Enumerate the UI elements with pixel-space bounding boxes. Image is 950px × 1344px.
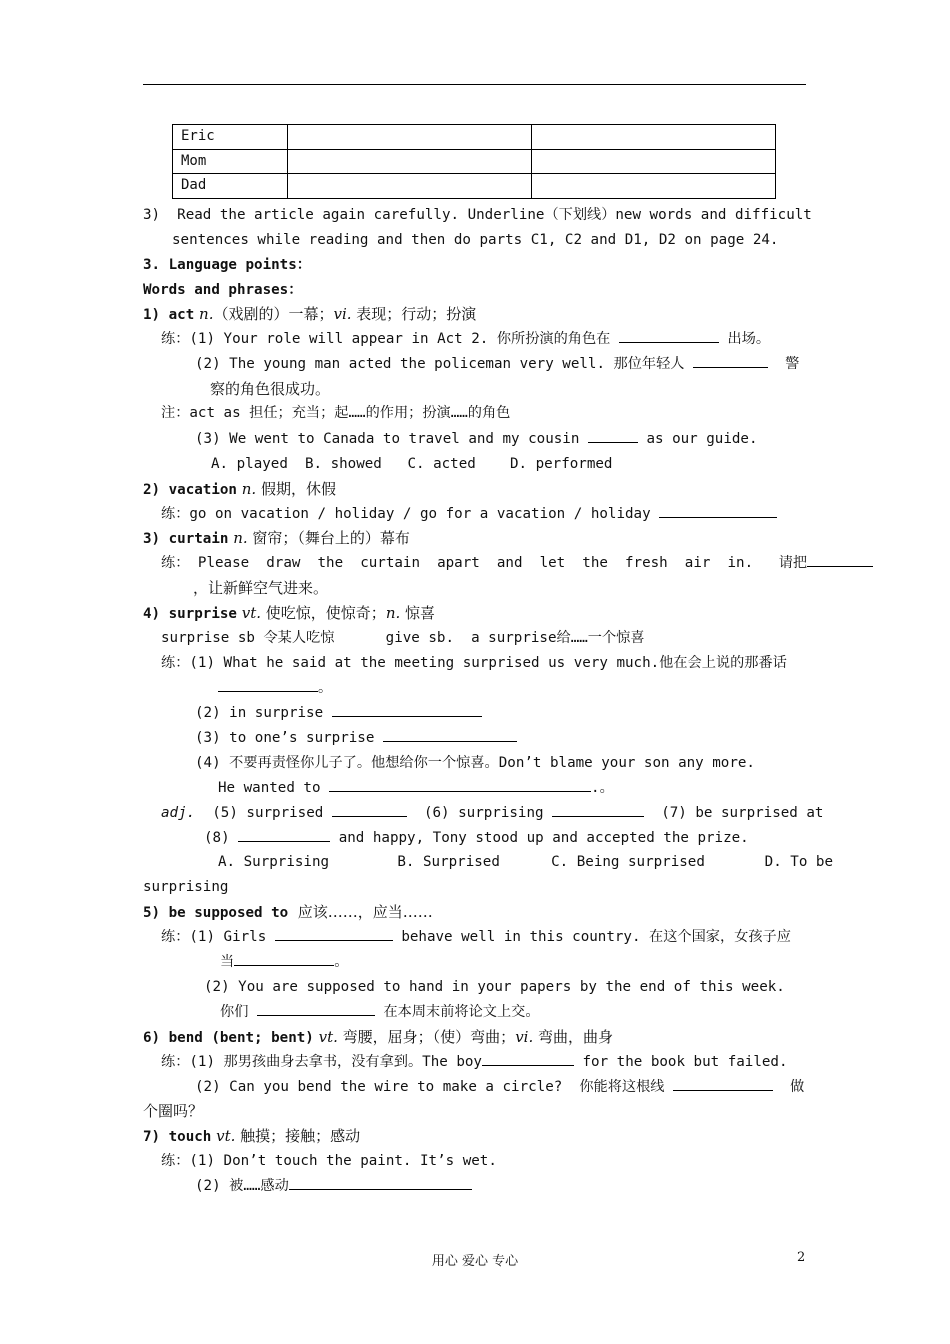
exercise-line: (2) in surprise bbox=[195, 702, 482, 724]
instruction-line: sentences while reading and then do parts C1, C2 and D1, D2 on page 24. bbox=[172, 232, 779, 248]
exercise-line: (2) Can you bend the wire to make a circle? 你能将这根线 做 bbox=[195, 1076, 804, 1098]
instruction-line: 3) Read the article again carefully. Underline（下划线）new words and difficult bbox=[143, 207, 812, 223]
options-line: A. played B. showed C. acted D. performed bbox=[211, 456, 613, 472]
exercise-line: adj. (5) surprised (6) surprising (7) be surprised at bbox=[161, 802, 823, 824]
answer-blank[interactable] bbox=[332, 702, 482, 717]
entry-touch: 7) touch vt. 触摸；接触；感动 bbox=[143, 1127, 361, 1145]
exercise-line: (8) and happy, Tony stood up and accepted the prize. bbox=[204, 827, 749, 849]
exercise-line: 当 。 bbox=[220, 951, 348, 973]
table-cell bbox=[288, 174, 532, 199]
table-cell bbox=[288, 125, 532, 150]
exercise-line: (3) We went to Canada to travel and my cousin as our guide. bbox=[195, 428, 758, 450]
table-cell: Dad bbox=[173, 174, 288, 199]
subsection-heading: Words and phrases： bbox=[143, 282, 303, 298]
answer-blank[interactable] bbox=[257, 1001, 375, 1016]
entry-bend: 6) bend (bent; bent) vt. 弯腰，屈身；（使）弯曲；vi. 弯曲，曲身 bbox=[143, 1028, 614, 1046]
exercise-line: 个圈吗？ bbox=[143, 1102, 204, 1120]
answer-blank[interactable] bbox=[383, 727, 517, 742]
exercise-line: 练：(1) What he said at the meeting surprised us very much.他在会上说的那番话 bbox=[161, 655, 787, 671]
table-cell: Eric bbox=[173, 125, 288, 150]
answer-blank[interactable] bbox=[588, 428, 638, 443]
exercise-line: (2) You are supposed to hand in your papers by the end of this week. bbox=[204, 979, 785, 995]
exercise-line: 练：(1) Your role will appear in Act 2. 你所扮演的角色在 出场。 bbox=[161, 328, 770, 350]
answer-blank[interactable] bbox=[693, 353, 768, 368]
header-rule bbox=[143, 84, 806, 85]
entry-be-supposed-to: 5) be supposed to 应该……，应当…… bbox=[143, 903, 433, 921]
exercise-line: (2) The young man acted the policeman very well. 那位年轻人 警 bbox=[195, 353, 799, 375]
answer-blank[interactable] bbox=[275, 926, 393, 941]
section-heading: 3. Language points： bbox=[143, 257, 311, 273]
answer-blank[interactable] bbox=[807, 552, 873, 567]
note-line: 注：act as 担任；充当；起……的作用；扮演……的角色 bbox=[161, 405, 511, 421]
exercise-line: 你们 在本周末前将论文上交。 bbox=[220, 1001, 540, 1023]
table-row bbox=[173, 125, 776, 150]
exercise-line: 练：(1) Girls behave well in this country. 在这个国家，女孩子应 bbox=[161, 926, 791, 948]
answer-blank[interactable] bbox=[673, 1076, 773, 1091]
options-line: A. Surprising B. Surprised C. Being surprised D. To be bbox=[218, 854, 833, 870]
exercise-line: He wanted to .。 bbox=[218, 777, 614, 799]
exercise-line: 。 bbox=[218, 677, 332, 699]
table-row bbox=[173, 174, 776, 199]
entry-curtain: 3) curtain n. 窗帘；（舞台上的）幕布 bbox=[143, 529, 410, 547]
exercise-line: (3) to one’s surprise bbox=[195, 727, 517, 749]
exercise-line: (2) 被……感动 bbox=[195, 1175, 472, 1197]
exercise-line: 练：go on vacation / holiday / go for a vacation / holiday bbox=[161, 503, 777, 525]
table-cell bbox=[532, 125, 776, 150]
answer-blank[interactable] bbox=[659, 503, 777, 518]
exercise-line: ，让新鲜空气进来。 bbox=[193, 579, 329, 597]
entry-surprise: 4) surprise vt. 使吃惊，使惊奇；n. 惊喜 bbox=[143, 604, 436, 622]
roles-table bbox=[172, 124, 776, 199]
exercise-line: 察的角色很成功。 bbox=[210, 380, 331, 398]
table-row bbox=[173, 149, 776, 174]
page-footer: 用心 爱心 专心 bbox=[431, 1254, 519, 1269]
answer-blank[interactable] bbox=[234, 951, 334, 966]
exercise-line: (4) 不要再责怪你儿子了。他想给你一个惊喜。Don’t blame your son any more. bbox=[195, 755, 755, 771]
answer-blank[interactable] bbox=[238, 827, 330, 842]
exercise-line: 练： Please draw the curtain apart and let the fresh air in. 请把 bbox=[161, 552, 873, 574]
answer-blank[interactable] bbox=[289, 1175, 472, 1190]
exercise-line: 练：(1) 那男孩曲身去拿书，没有拿到。The boy for the book but failed. bbox=[161, 1051, 788, 1073]
page-number: 2 bbox=[797, 1250, 806, 1265]
answer-blank[interactable] bbox=[482, 1051, 574, 1066]
entry-vacation: 2) vacation n. 假期，休假 bbox=[143, 480, 336, 498]
exercise-line: 练：(1) Don’t touch the paint. It’s wet. bbox=[161, 1153, 497, 1169]
table-cell bbox=[532, 149, 776, 174]
answer-blank[interactable] bbox=[332, 802, 407, 817]
options-line: surprising bbox=[143, 879, 229, 895]
answer-blank[interactable] bbox=[329, 777, 591, 792]
entry-act: 1) act n.（戏剧的）一幕；vi. 表现；行动；扮演 bbox=[143, 305, 477, 323]
table-cell bbox=[532, 174, 776, 199]
answer-blank[interactable] bbox=[552, 802, 644, 817]
phrase-line: surprise sb 令某人吃惊 give sb. a surprise给……一个惊喜 bbox=[161, 630, 645, 646]
table-cell: Mom bbox=[173, 149, 288, 174]
answer-blank[interactable] bbox=[619, 328, 719, 343]
answer-blank[interactable] bbox=[218, 677, 318, 692]
table-cell bbox=[288, 149, 532, 174]
